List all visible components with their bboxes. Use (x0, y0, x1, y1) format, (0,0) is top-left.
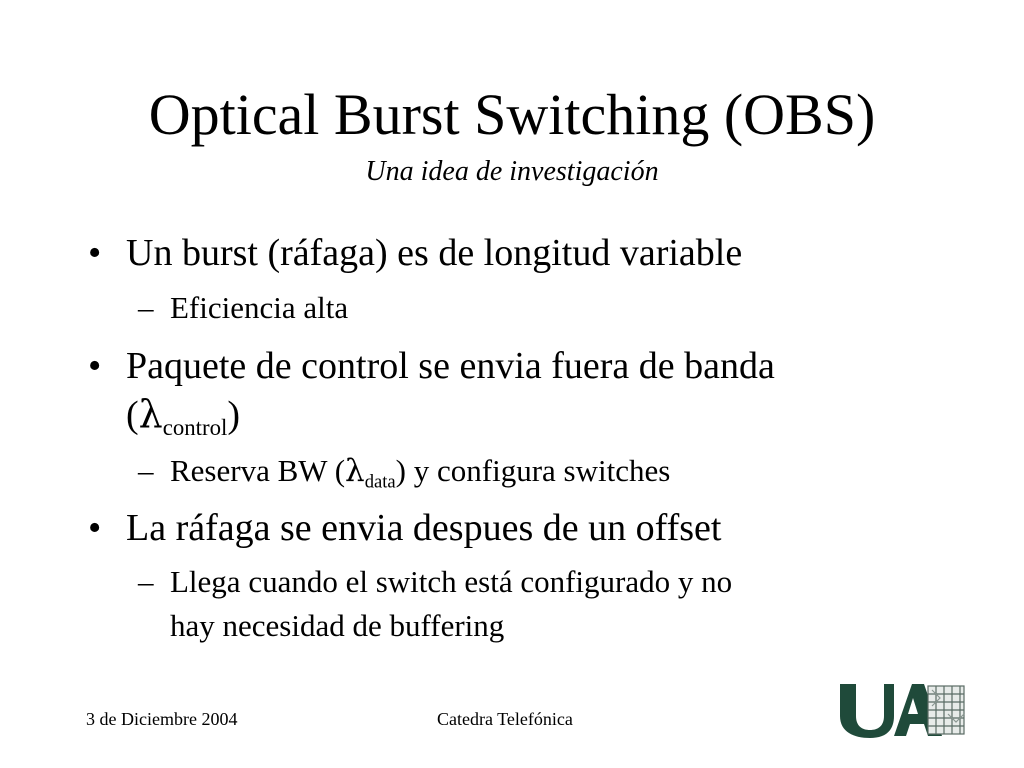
bullet-3-sub-1 (138, 563, 733, 601)
sub-dash: – (138, 290, 154, 325)
footer-date: 3 de Diciembre 2004 (86, 709, 238, 729)
bullet-1 (88, 231, 743, 275)
bullet-2-sub-suffix: ) y configura switches (395, 453, 671, 488)
sub-dash: – (138, 453, 154, 488)
bullet-2 (88, 344, 775, 388)
bullet-dot: • (88, 232, 102, 274)
bullet-3-text: La ráfaga se envia despues de un offset (126, 507, 722, 549)
bullet-2-paren-close: ) (227, 394, 240, 436)
slide-title: Optical Burst Switching (OBS) (148, 82, 876, 147)
footer-center-text: Catedra Telefónica (437, 709, 573, 729)
bullet-3-sub-1-line2 (170, 607, 504, 645)
slide-subtitle: Una idea de investigación (365, 156, 659, 187)
bullet-2-paren-open: ( (126, 394, 139, 436)
bullet-1-sub-1 (138, 289, 349, 327)
bullet-2-text-line1: Paquete de control se envia fuera de banda (126, 345, 775, 387)
ua-logo (836, 680, 968, 740)
bullet-2-line2 (126, 392, 240, 440)
lambda-subscript-data: data (364, 471, 396, 493)
bullet-3-sub-line2: hay necesidad de buffering (170, 608, 505, 643)
bullet-2-sub-1 (138, 452, 671, 493)
bullet-1-text: Un burst (ráfaga) es de longitud variable (126, 232, 743, 274)
ua-logo-icon (836, 680, 968, 740)
sub-dash: – (138, 564, 154, 599)
lambda-symbol: λ (138, 392, 163, 436)
bullet-3-sub-line1: Llega cuando el switch está configurado y no (170, 564, 733, 599)
bullet-1-sub-1-text: Eficiencia alta (170, 290, 349, 325)
lambda-subscript-control: control (162, 414, 228, 440)
bullet-dot: • (88, 507, 102, 549)
bullet-3 (88, 506, 722, 550)
lambda-symbol: λ (345, 453, 365, 489)
bullet-2-sub-prefix: Reserva BW ( (170, 453, 346, 488)
bullet-dot: • (88, 345, 102, 387)
